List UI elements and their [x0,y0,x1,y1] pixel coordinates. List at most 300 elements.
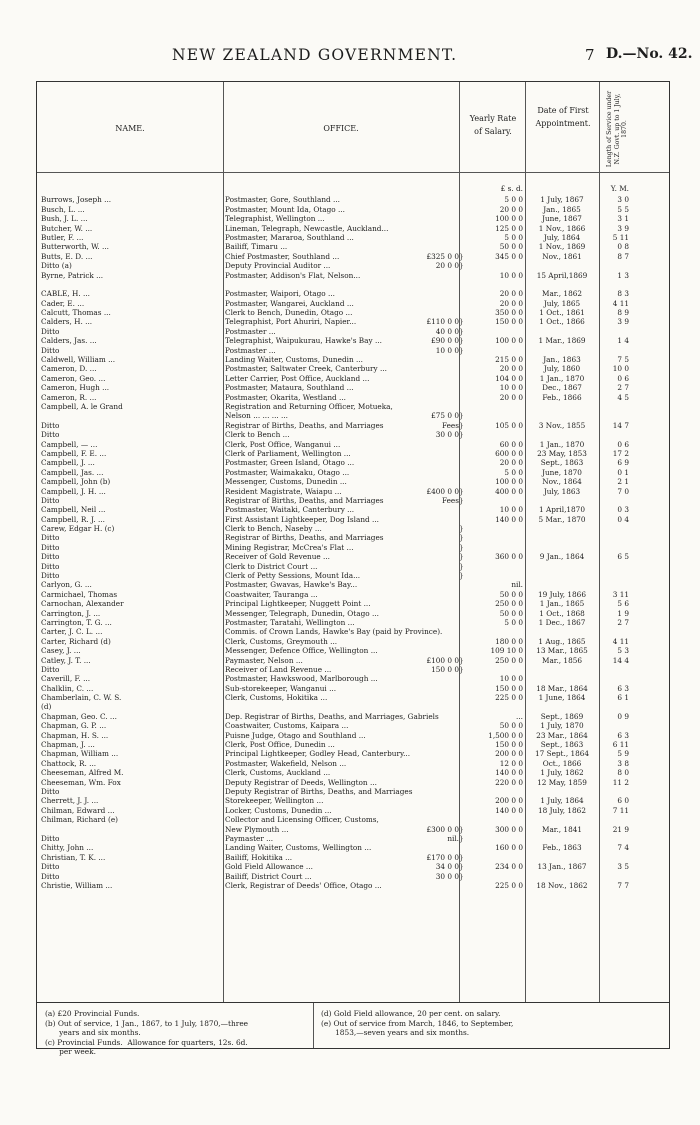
person-name: Ditto (a) [41,261,72,271]
office-title: Clerk, Registrar of Deeds' Office, Otago ... [225,880,382,890]
yearly-salary: 225 0 0 [495,693,523,703]
appointment-date: 19 July, 1866 [538,589,586,599]
length-of-service: 3 9 [617,223,629,233]
length-of-service: 5 11 [612,232,629,242]
yearly-salary: 125 0 0 [495,223,523,233]
table-row [37,787,669,796]
length-of-service: 5 3 [617,646,629,656]
brace-mark: } [459,326,464,336]
table-row [37,317,669,326]
table-row [37,261,669,270]
yearly-salary: 215 0 0 [495,355,523,365]
brace-mark: } [459,524,464,534]
length-of-service: 7 4 [617,843,629,853]
brace-mark: } [459,542,464,552]
table-row [37,411,669,420]
person-name: Cameron, R. ... [41,392,97,402]
person-name: Campbell, J. H. ... [41,486,106,496]
office-title: Commis. of Crown Lands, Hawke's Bay (paid by Province). [225,627,443,637]
length-of-service: 21 9 [612,824,629,834]
length-of-service: 1 3 [617,270,629,280]
appointment-date: 1 Oct., 1861 [539,308,585,318]
appointment-date: 13 Jan., 1867 [537,862,587,872]
office-title: Registrar of Births, Deaths, and Marriages [225,495,384,505]
table-row [37,299,669,308]
person-name: Bush, J. L. ... [41,214,88,224]
yearly-salary: ... [516,711,523,721]
yearly-salary: 140 0 0 [495,514,523,524]
appointment-date: Jan., 1863 [543,355,581,365]
length-of-service: 3 11 [612,589,629,599]
table-row [37,364,669,373]
person-name: Christian, T. K. ... [41,852,106,862]
table-row [37,580,669,589]
table-row [37,684,669,693]
person-name: Cameron, Hugh ... [41,383,110,393]
yearly-salary: nil. [511,580,523,590]
appointment-date: 18 July, 1862 [538,805,586,815]
person-name: Carew, Edgar H. (c) [41,524,115,534]
table-row [37,346,669,355]
component-amount: £325 0 0 [426,251,459,261]
appointment-date: 18 Nov., 1862 [536,880,588,890]
person-name: Ditto [41,664,60,674]
footnotes [36,1003,670,1056]
yearly-salary: 50 0 0 [499,589,523,599]
person-name: Campbell, F. E. ... [41,448,107,458]
office-title: Postmaster, Okarita, Westland ... [225,392,347,402]
yearly-salary: 600 0 0 [495,448,523,458]
person-name: Ditto [41,833,60,843]
yearly-salary: 160 0 0 [495,843,523,853]
table-row [37,599,669,608]
office-title: Postmaster, Gore, Southland ... [225,195,340,205]
yearly-salary: 220 0 0 [495,777,523,787]
person-name: Campbell, Neil ... [41,505,106,515]
component-amount: 20 0 0 [435,261,459,271]
office-title: Postmaster ... [225,326,276,336]
office-title: Postmaster, Waipori, Otago ... [225,289,335,299]
component-amount: £170 0 0 [426,852,459,862]
length-of-service: 0 8 [617,242,629,252]
person-name: Christie, William ... [41,880,113,890]
office-title: Clerk, Customs, Hokitika ... [225,693,328,703]
length-of-service: 8 7 [617,251,629,261]
yearly-salary: 150 0 0 [495,317,523,327]
office-title: Deputy Provincial Auditor ... [225,261,331,271]
office-title: Bailiff, District Court ... [225,871,312,881]
appointment-date: Nov., 1861 [542,251,582,261]
person-name: Butcher, W. ... [41,223,93,233]
table-row [37,609,669,618]
person-name: Chapman, J. ... [41,740,95,750]
length-of-service: 2 7 [617,617,629,627]
length-of-service: 7 11 [612,805,629,815]
table-row [37,637,669,646]
office-title: Clerk to District Court ... [225,561,318,571]
office-title: Postmaster, Green Island, Otago ... [225,458,355,468]
appointment-date: 1 Oct., 1866 [539,317,585,327]
table-row [37,336,669,345]
component-amount: 40 0 0 [435,326,459,336]
office-title: Clerk of Parliament, Wellington ... [225,448,351,458]
table-row [37,674,669,683]
office-title: Principal Lightkeeper, Godley Head, Canterbury... [225,749,411,759]
table-row [37,552,669,561]
table-row [37,515,669,524]
office-title: Clerk of Petty Sessions, Mount Ida... [225,571,361,581]
person-name: Ditto [41,871,60,881]
office-title: Storekeeper, Wellington ... [225,796,324,806]
yearly-salary: 225 0 0 [495,880,523,890]
column-header-salary: Yearly Rate of Salary. [469,114,517,136]
table-row [37,214,669,223]
component-amount: 34 0 0 [435,862,459,872]
appointment-date: 3 Nov., 1855 [538,420,586,430]
length-of-service: 4 11 [612,636,629,646]
table-row [37,524,669,533]
length-of-service: 3 1 [617,214,629,224]
office-title: Chief Postmaster, Southland ... [225,251,340,261]
appointment-date: Oct., 1866 [542,758,582,768]
length-of-service: 7 7 [617,880,629,890]
office-title: Bailiff, Hokitika ... [225,852,293,862]
table-row [37,205,669,214]
length-of-service: 1 9 [617,608,629,618]
component-amount: 150 0 0 [431,664,459,674]
person-name: Carrington, T. G. ... [41,617,112,627]
person-name: Carlyon, G. ... [41,580,92,590]
length-of-service: 5 5 [617,204,629,214]
office-title: Principal Lightkeeper, Nuggett Point ... [225,599,371,609]
person-name: Ditto [41,552,60,562]
footnotes-right [321,1009,665,1038]
yearly-salary: 1,500 0 0 [488,730,523,740]
appointment-date: 1 July, 1864 [540,796,584,806]
footnotes-left [45,1009,307,1057]
yearly-salary: 20 0 0 [499,289,523,299]
appointment-date: June, 1870 [542,467,582,477]
appointment-date: 15 April,1869 [536,270,588,280]
footnote-line: years and six months. [45,1028,141,1037]
table-row [37,853,669,862]
office-title: Coastwaiter, Customs, Kaipara ... [225,721,349,731]
office-title: Clerk to Bench, Naseby ... [225,524,322,534]
length-of-service: 3 8 [617,758,629,768]
person-name: Chamberlain, C. W. S. [41,693,122,703]
table-row [37,806,669,815]
table-row [37,815,669,824]
component-amount: Fees [441,420,459,430]
brace-mark: } [459,251,464,261]
appointment-date: 1 June, 1864 [538,693,586,703]
office-title: Letter Carrier, Post Office, Auckland ... [225,373,370,383]
appointment-date: 18 Mar., 1864 [536,683,588,693]
appointment-date: July, 1864 [543,232,581,242]
brace-mark: } [459,552,464,562]
footnotes-divider [313,1003,314,1048]
office-title: Postmaster, Taratahi, Wellington ... [225,617,355,627]
appointment-date: Jan., 1865 [543,204,581,214]
yearly-salary: 234 0 0 [495,862,523,872]
brace-mark: } [459,833,464,843]
component-amount: Fees [441,495,459,505]
table-row [37,496,669,505]
person-name: Butts, E. D. ... [41,251,93,261]
component-amount: £75 0 0 [431,411,459,421]
table-row [37,862,669,871]
footnote-line: (c) Provincial Funds. Allowance for quarters, 12s. 6d. [45,1037,248,1047]
person-name: Cherrett, J. J. ... [41,796,99,806]
yearly-salary: 5 0 0 [504,617,523,627]
person-name: (d) [41,702,52,712]
table-row [37,731,669,740]
yearly-salary: 150 0 0 [495,683,523,693]
table-row [37,449,669,458]
yearly-salary: 250 0 0 [495,599,523,609]
appointment-date: 23 Mar., 1864 [536,730,588,740]
length-of-service: 7 0 [617,486,629,496]
office-title: Resident Magistrate, Waiapu ... [225,486,342,496]
yearly-salary: 100 0 0 [495,336,523,346]
person-name: Calcutt, Thomas ... [41,308,111,318]
length-of-service: 6 3 [617,683,629,693]
table-row [37,646,669,655]
appointment-date: Dec., 1867 [542,383,582,393]
office-title: Clerk, Post Office, Dunedin ... [225,740,335,750]
person-name: Chalklin, C. ... [41,683,94,693]
length-of-service: 8 0 [617,768,629,778]
office-title: Locker, Customs, Dunedin ... [225,805,332,815]
office-title: Postmaster, Saltwater Creek, Canterbury ... [225,364,387,374]
brace-mark: } [459,317,464,327]
office-title: Paymaster, Nelson ... [225,655,303,665]
office-title: Registrar of Births, Deaths, and Marriages [225,420,384,430]
length-of-service: 8 3 [617,289,629,299]
appointment-date: 1 Jan., 1870 [539,439,585,449]
person-name: Carter, Richard (d) [41,636,111,646]
length-of-service: 6 3 [617,730,629,740]
table-row [37,440,669,449]
column-header-length: Length of Service under N.Z. Govt. up to 1 July, 1870. [605,90,628,168]
table-row [37,233,669,242]
table-body [37,184,669,890]
table-row [37,768,669,777]
length-of-service: 6 1 [617,693,629,703]
yearly-salary: 105 0 0 [495,420,523,430]
person-name: Ditto [41,420,60,430]
person-name: Campbell, J. ... [41,458,95,468]
component-amount: £110 0 0 [426,317,459,327]
office-title: Coastwaiter, Tauranga ... [225,589,318,599]
person-name: Carrington, J. ... [41,608,101,618]
office-title: Collector and Licensing Officer, Customs, [225,815,379,825]
appointment-date: 1 Mar., 1869 [538,336,586,346]
brace-mark: } [459,336,464,346]
yearly-salary: 180 0 0 [495,636,523,646]
table-row [37,759,669,768]
office-title: Clerk, Customs, Greymouth ... [225,636,338,646]
office-title: Landing Waiter, Customs, Dunedin ... [225,355,363,365]
column-header-office: OFFICE. [323,124,359,133]
person-name: Cheeseman, Wm. Fox [41,777,121,787]
office-title: Nelson ... ... ... ... [225,411,288,421]
person-name: Casey, J. ... [41,646,81,656]
length-of-service: 7 5 [617,355,629,365]
brace-mark: } [459,261,464,271]
length-of-service: 0 6 [617,373,629,383]
length-of-service: 1 4 [617,336,629,346]
person-name: Chapman, William ... [41,749,119,759]
page-number: 7 [585,46,595,64]
person-name: Cader, E. ... [41,298,85,308]
table-row [37,665,669,674]
person-name: Calders, H. ... [41,317,93,327]
yearly-salary: 20 0 0 [499,392,523,402]
yearly-salary: 109 10 0 [490,646,523,656]
person-name: Caverill, F. ... [41,674,91,684]
person-name: Ditto [41,571,60,581]
office-title: Gold Field Allowance ... [225,862,313,872]
length-of-service: 6 0 [617,796,629,806]
column-header-date: Date of First Appointment. [535,106,591,128]
length-of-service: 2 1 [617,477,629,487]
yearly-salary: 345 0 0 [495,251,523,261]
office-title: Receiver of Gold Revenue ... [225,552,331,562]
person-name: Ditto [41,345,60,355]
office-title: Messenger, Defence Office, Wellington ... [225,646,378,656]
office-title: Postmaster, Waitaki, Canterbury ... [225,505,355,515]
yearly-salary: 400 0 0 [495,486,523,496]
yearly-salary: 10 0 0 [499,383,523,393]
office-title: Telegraphist, Wellington ... [225,214,325,224]
header-divider [37,172,669,173]
appointment-date: Mar., 1841 [541,824,583,834]
yearly-salary: 10 0 0 [499,505,523,515]
table-row [37,271,669,280]
appointment-date: Sept., 1869 [540,711,584,721]
yearly-salary: 104 0 0 [495,373,523,383]
units-row [37,184,669,193]
office-title: First Assistant Lightkeeper, Dog Island ... [225,514,380,524]
office-title: Deputy Registrar of Births, Deaths, and Marriages [225,787,413,796]
office-title: Postmaster, Mataura, Southland ... [225,383,354,393]
person-name: Catley, J. T. ... [41,655,91,665]
length-of-service: 14 7 [612,420,629,430]
length-of-service: 3 0 [617,195,629,205]
yearly-salary: 350 0 0 [495,308,523,318]
person-name: Ditto [41,495,60,505]
person-name: Burrows, Joseph ... [41,195,112,205]
table-row [37,702,669,711]
yearly-salary: 12 0 0 [499,758,523,768]
page-header [0,46,700,68]
office-title: Postmaster, Mararoa, Southland ... [225,232,354,242]
yearly-salary: 150 0 0 [495,740,523,750]
office-title: Receiver of Land Revenue ... [225,664,332,674]
appointment-date: 1 July, 1870 [540,721,584,731]
table-row [37,834,669,843]
length-of-service: 10 0 [612,364,629,374]
salary-units: £ s. d. [500,184,523,193]
appointment-date: Sept., 1863 [540,458,584,468]
person-name: Ditto [41,533,60,543]
length-of-service: 17 2 [612,448,629,458]
table-row [37,533,669,542]
person-name: Butterworth, W. ... [41,242,109,252]
brace-mark: } [459,561,464,571]
appointment-date: 23 May, 1853 [537,448,587,458]
office-title: Deputy Registrar of Deeds, Wellington ... [225,777,377,787]
brace-mark: } [459,871,464,881]
person-name: Chapman, H. S. ... [41,730,109,740]
yearly-salary: 360 0 0 [495,552,523,562]
yearly-salary: 50 0 0 [499,242,523,252]
person-name: Chilman, Richard (e) [41,815,119,825]
table-row [37,374,669,383]
person-name: Campbell, R. J. ... [41,514,105,524]
length-units: Y. M. [610,184,629,193]
table-row [37,430,669,439]
yearly-salary: 5 0 0 [504,232,523,242]
appointment-date: 1 Jan., 1870 [539,373,585,383]
appointment-date: 9 Jan., 1864 [539,552,585,562]
person-name: Carter, J. C. L. ... [41,627,103,637]
brace-mark: } [459,430,464,440]
office-title: Postmaster, Wakefield, Nelson ... [225,758,347,768]
table-row [37,308,669,317]
person-name: Calders, Jas. ... [41,336,97,346]
table-row [37,289,669,298]
table-row [37,402,669,411]
length-of-service: 0 6 [617,439,629,449]
yearly-salary: 50 0 0 [499,608,523,618]
length-of-service: 5 9 [617,749,629,759]
appointment-date: 5 Mar., 1870 [538,514,586,524]
person-name: Byrne, Patrick ... [41,270,104,280]
length-of-service: 14 4 [612,655,629,665]
person-name: Ditto [41,787,60,796]
table-row [37,252,669,261]
yearly-salary: 100 0 0 [495,477,523,487]
yearly-salary: 20 0 0 [499,458,523,468]
person-name: Carnochan, Alexander [41,599,124,609]
table-row [37,458,669,467]
office-title: Postmaster, Addison's Flat, Nelson... [225,270,361,280]
yearly-salary: 50 0 0 [499,721,523,731]
table-row [37,881,669,890]
yearly-salary: 200 0 0 [495,749,523,759]
person-name: Busch, L. ... [41,204,85,214]
yearly-salary: 100 0 0 [495,214,523,224]
person-name: Ditto [41,862,60,872]
appointment-date: 1 Jan., 1865 [539,599,585,609]
yearly-salary: 140 0 0 [495,768,523,778]
table-row [37,590,669,599]
office-title: Postmaster, Mount Ida, Otago ... [225,204,345,214]
brace-mark: } [459,571,464,581]
table-row [37,721,669,730]
office-title: Postmaster ... [225,345,276,355]
office-title: Paymaster ... [225,833,274,843]
length-of-service: 0 3 [617,505,629,515]
table-row [37,421,669,430]
appointment-date: 13 Mar., 1865 [536,646,588,656]
office-title: Mining Registrar, McCrea's Flat ... [225,542,354,552]
length-of-service: 3 9 [617,317,629,327]
footnote-line: (d) Gold Field allowance, 20 per cent. on salary. [321,1009,501,1018]
person-name: Ditto [41,561,60,571]
